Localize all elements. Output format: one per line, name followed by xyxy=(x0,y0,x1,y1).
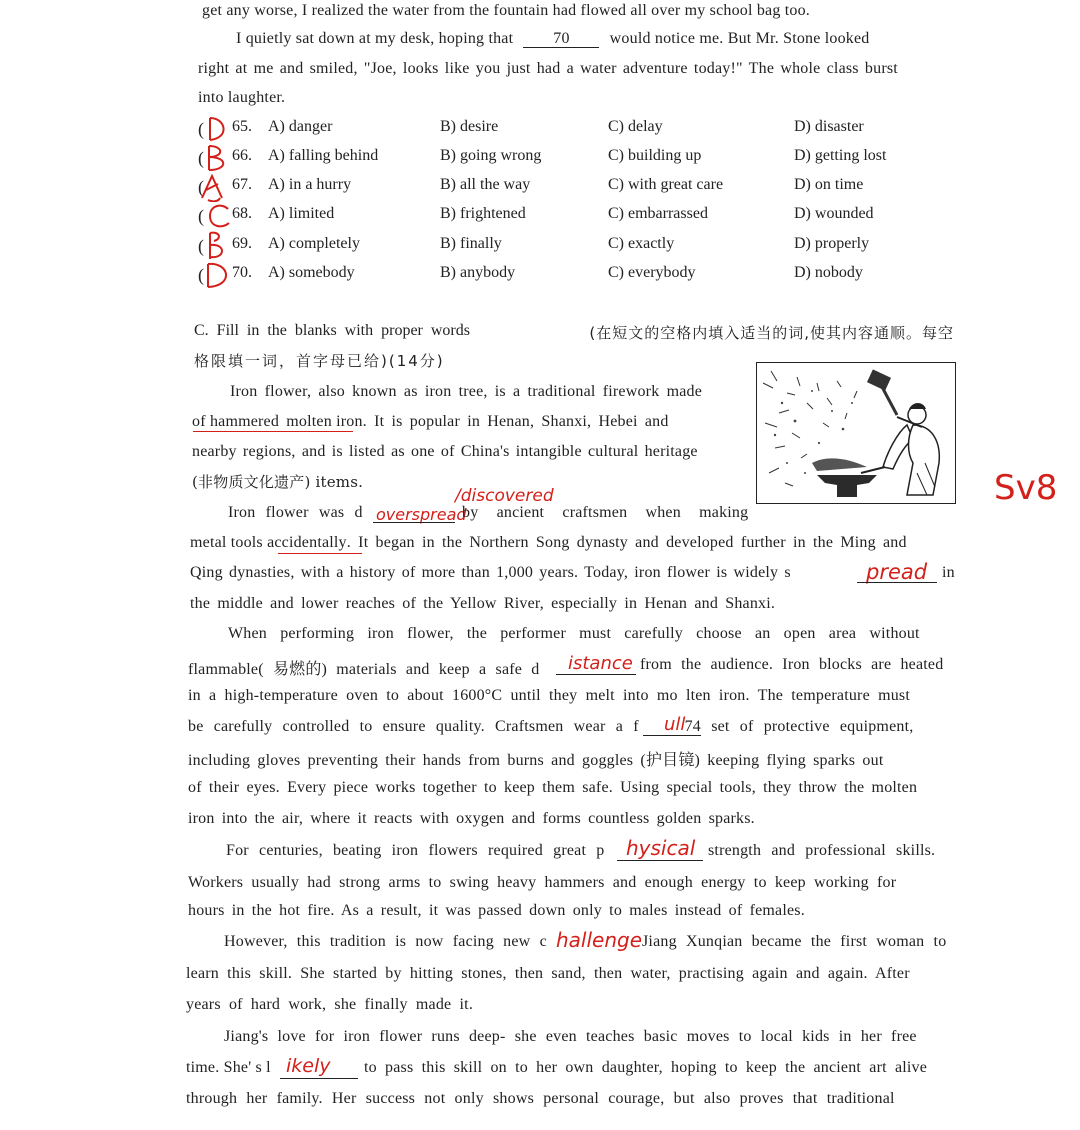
passage-text: I quietly sat down at my desk, hoping that xyxy=(236,30,514,47)
red-underline xyxy=(193,431,353,432)
passage-c-line: iron into the air, where it reacts with oxygen and forms countless golden sparks. xyxy=(188,810,755,827)
handwriting-full: ull xyxy=(664,714,686,735)
blank-underline xyxy=(556,674,636,675)
passage-c-line: from the audience. Iron blocks are heated xyxy=(640,656,944,673)
question-70 xyxy=(196,264,956,286)
question-number: 70. xyxy=(232,264,252,281)
underlined-phrase: hammered molten xyxy=(209,413,332,430)
passage-c-line: nearby regions, and is listed as one of China's intangible cultural heritage xyxy=(192,443,698,460)
handwriting-challenge: hallenge xyxy=(556,928,643,952)
option-b[interactable]: B) finally xyxy=(440,235,502,252)
passage-c-line: flammable( 易燃的) materials and keep a safe d xyxy=(188,661,540,678)
passage-text: would notice me. But Mr. Stone looked xyxy=(609,30,870,47)
option-c[interactable]: C) with great care xyxy=(608,176,724,193)
blank-underline xyxy=(857,582,937,583)
option-a[interactable]: A) completely xyxy=(268,235,360,252)
handwriting-likely: ikely xyxy=(286,1055,331,1077)
handwriting-physical: hysical xyxy=(626,836,696,860)
blank-underline xyxy=(617,860,703,861)
option-a[interactable]: A) somebody xyxy=(268,264,355,281)
svg-text:(: ( xyxy=(198,236,204,256)
option-c[interactable]: C) everybody xyxy=(608,264,696,281)
iron-flower-illustration xyxy=(756,362,956,504)
section-c-heading-line2: 格限填一词，首字母已给)(14分) xyxy=(194,352,445,370)
margin-note: Sv8 xyxy=(994,468,1058,508)
passage-text: get any worse, I realized the water from the fountain had flowed all over my school bag too. xyxy=(202,2,810,19)
option-d[interactable]: D) nobody xyxy=(794,264,863,281)
passage-c-line: Workers usually had strong arms to swing heavy hammers and enough energy to keep working for xyxy=(188,874,897,891)
passage-text: into laughter. xyxy=(198,89,286,106)
question-66 xyxy=(196,147,956,169)
passage-c-line: When performing iron flower, the performer must carefully choose an open area without xyxy=(228,625,920,642)
question-number: 68. xyxy=(232,205,252,222)
option-c[interactable]: C) embarrassed xyxy=(608,205,708,222)
option-c[interactable]: C) building up xyxy=(608,147,702,164)
option-d[interactable]: D) disaster xyxy=(794,118,864,135)
passage-line xyxy=(198,60,954,78)
passage-c-line: of hammered molten iron. It is popular in Henan, Shanxi, Hebei and xyxy=(192,413,669,430)
option-d[interactable]: D) wounded xyxy=(794,205,874,222)
passage-c-line: metal tools accidentally. It began in the Northern Song dynasty and developed further in the Ming and xyxy=(190,534,907,551)
passage-c-line: to pass this skill on to her own daughter, hoping to keep the ancient art alive xyxy=(364,1059,928,1076)
passage-text: right at me and smiled, "Joe, looks like you just had a water adventure today!" The whole class burst xyxy=(198,60,898,77)
passage-c-line: Jiang Xunqian became the first woman to xyxy=(642,933,947,950)
passage-c-line: hours in the hot fire. As a result, it was passed down only to males instead of females. xyxy=(188,902,805,919)
passage-c-line: Iron flower, also known as iron tree, is a traditional firework made xyxy=(230,383,703,400)
red-underline xyxy=(278,553,362,554)
question-65 xyxy=(196,118,956,140)
svg-text:(: ( xyxy=(198,265,204,285)
question-number: 69. xyxy=(232,235,252,252)
question-68 xyxy=(196,205,956,227)
handwriting-distance: istance xyxy=(568,653,633,674)
handwriting-discovered: /discovered xyxy=(455,486,554,506)
section-c-heading-cn: (在短文的空格内填入适当的词,使其内容通顺。每空 xyxy=(589,324,954,342)
passage-line xyxy=(236,30,870,48)
passage-line xyxy=(198,89,285,107)
option-d[interactable]: D) on time xyxy=(794,176,864,193)
option-b[interactable]: B) all the way xyxy=(440,176,531,193)
option-b[interactable]: B) frightened xyxy=(440,205,526,222)
option-d[interactable]: D) getting lost xyxy=(794,147,887,164)
option-c[interactable]: C) delay xyxy=(608,118,663,135)
option-a[interactable]: A) danger xyxy=(268,118,333,135)
passage-c-line: Qing dynasties, with a history of more than 1,000 years. Today, iron flower is widely s xyxy=(190,564,791,581)
svg-text:(: ( xyxy=(198,206,204,226)
handwriting-spread: pread xyxy=(866,560,928,584)
passage-c-line: be carefully controlled to ensure quality. Craftsmen wear a f 74 set of protective equipment, xyxy=(188,718,914,735)
passage-c-line: in xyxy=(942,564,955,581)
passage-c-line: in a high-temperature oven to about 1600°C until they melt into mo lten iron. The temperature must xyxy=(188,687,911,704)
option-a[interactable]: A) falling behind xyxy=(268,147,379,164)
passage-c-line: strength and professional skills. xyxy=(708,842,936,859)
svg-text:(: ( xyxy=(198,177,204,197)
passage-c-line: (非物质文化遗产) items. xyxy=(192,473,364,491)
question-67 xyxy=(196,176,956,198)
passage-c-line: by ancient craftsmen when making xyxy=(462,504,749,521)
question-69 xyxy=(196,235,956,257)
question-number: 66. xyxy=(232,147,252,164)
question-number: 67. xyxy=(232,176,252,193)
option-a[interactable]: A) limited xyxy=(268,205,335,222)
option-c[interactable]: C) exactly xyxy=(608,235,675,252)
section-c-heading xyxy=(194,322,954,343)
passage-c-line: years of hard work, she finally made it. xyxy=(186,996,474,1013)
option-b[interactable]: B) anybody xyxy=(440,264,516,281)
blank-underline xyxy=(373,522,455,523)
passage-c-line: including gloves preventing their hands from burns and goggles (护目镜) keeping flying sparks out xyxy=(188,752,884,769)
option-b[interactable]: B) going wrong xyxy=(440,147,542,164)
passage-c-line: For centuries, beating iron flowers required great p xyxy=(226,842,605,859)
option-d[interactable]: D) properly xyxy=(794,235,870,252)
passage-c-line: However, this tradition is now facing new c xyxy=(224,933,547,950)
svg-text:(: ( xyxy=(198,119,204,139)
handwriting-overspread: overspread xyxy=(376,505,467,524)
passage-c-line: of their eyes. Every piece works together to keep them safe. Using special tools, they throw the molten xyxy=(188,779,918,796)
blacksmith-image xyxy=(757,363,955,503)
option-a[interactable]: A) in a hurry xyxy=(268,176,352,193)
passage-c-line: learn this skill. She started by hitting stones, then sand, then water, practising again and again. After xyxy=(186,965,910,982)
svg-text:(: ( xyxy=(198,148,204,168)
blank-underline xyxy=(280,1078,358,1079)
answer-a-mark xyxy=(196,172,236,202)
option-b[interactable]: B) desire xyxy=(440,118,499,135)
passage-c-line: time. She' s l xyxy=(186,1059,271,1076)
section-c-heading-en: C. Fill in the blanks with proper words xyxy=(194,322,470,339)
question-number: 65. xyxy=(232,118,252,135)
passage-c-line: Jiang's love for iron flower runs deep- she even teaches basic moves to local kids in her free xyxy=(224,1028,917,1045)
passage-line xyxy=(202,2,884,20)
passage-c-line: through her family. Her success not only shows personal courage, but also proves that traditional xyxy=(186,1090,895,1107)
blank-74[interactable]: 74 xyxy=(643,719,701,736)
answer-d-mark xyxy=(196,114,236,144)
answer-d-mark xyxy=(196,260,236,290)
underlined-word: accidentally xyxy=(267,534,347,551)
blank-70[interactable]: 70 xyxy=(523,31,599,48)
answer-b-mark xyxy=(196,231,236,261)
passage-c-line: the middle and lower reaches of the Yellow River, especially in Henan and Shanxi. xyxy=(190,595,776,612)
answer-b-mark xyxy=(196,143,236,173)
passage-c-line: Iron flower was d xyxy=(228,504,363,521)
answer-c-mark xyxy=(196,201,236,231)
